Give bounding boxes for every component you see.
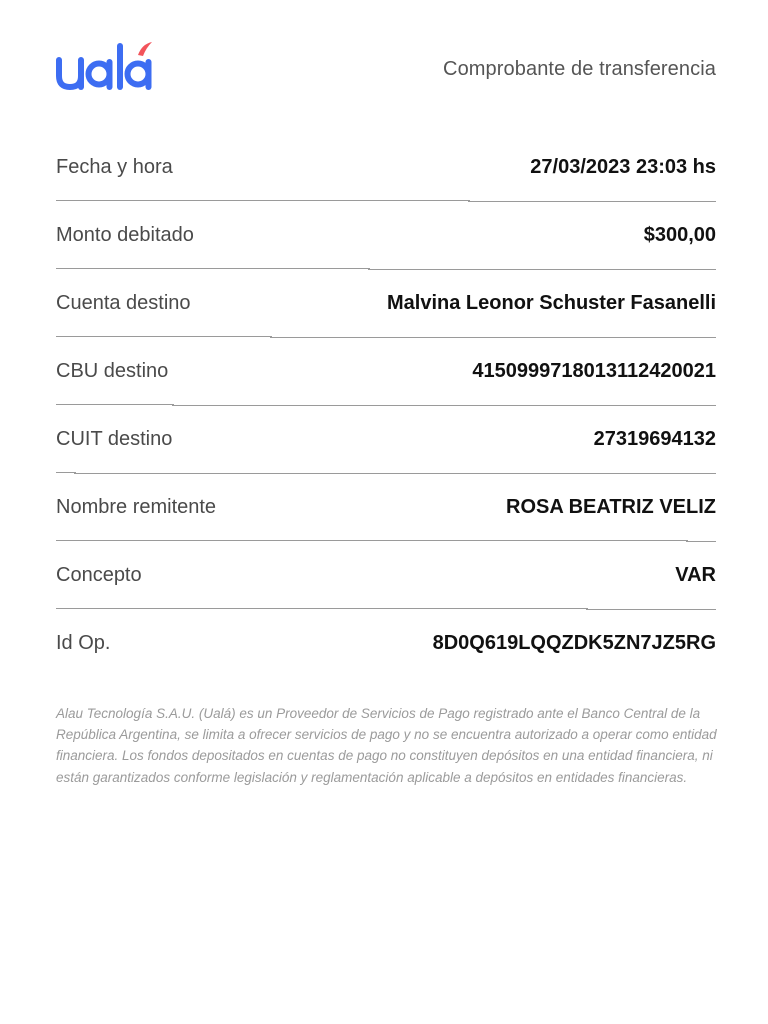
row-cuit-destino [56,405,716,473]
row-id-op [56,609,716,677]
receipt-page [56,0,716,654]
row-value: 27/03/2023 23:03 hs [530,155,716,178]
row-label: Nombre remitente [56,495,217,518]
document-title: Comprobante de transferencia [443,58,716,80]
row-label: CUIT destino [56,427,173,450]
row-nombre-remitente [56,473,716,541]
uala-logo [56,38,156,94]
row-cuenta-destino [56,269,716,337]
row-label: Monto debitado [56,223,194,246]
row-value: $300,00 [643,223,716,246]
row-label: Concepto [56,563,142,586]
row-cbu-destino [56,337,716,405]
row-value: Malvina Leonor Schuster Fasanelli [387,291,716,314]
row-label: CBU destino [56,359,169,382]
row-value: 27319694132 [593,427,716,450]
row-concepto [56,541,716,609]
row-value: 4150999718013112420021 [472,359,716,382]
row-monto-debitado [56,201,716,269]
legal-disclaimer: Alau Tecnología S.A.U. (Ualá) es un Proveedor de Servicios de Pago registrado ante el Banco Central de la República Argentina, se limita a ofrecer servicios de pago y no se encuentra autorizado a operar como entidad financiera. Los fondos depositados en cuentas de pago no constituyen depósitos en una entidad financiera, ni están garantizados conforme legislación y reglamentación aplicable a depósitos en entidades financieras. [56,706,717,785]
row-value: VAR [675,563,716,586]
row-value: 8D0Q619LQQZDK5ZN7JZ5RG [432,631,716,654]
uala-logo-graphic [56,38,156,94]
row-label: Fecha y hora [56,155,173,178]
row-label: Id Op. [56,631,111,654]
row-value: ROSA BEATRIZ VELIZ [506,495,716,518]
transfer-details [56,133,716,677]
row-fecha-hora [56,133,716,201]
row-label: Cuenta destino [56,291,191,314]
receipt-header [56,0,716,140]
